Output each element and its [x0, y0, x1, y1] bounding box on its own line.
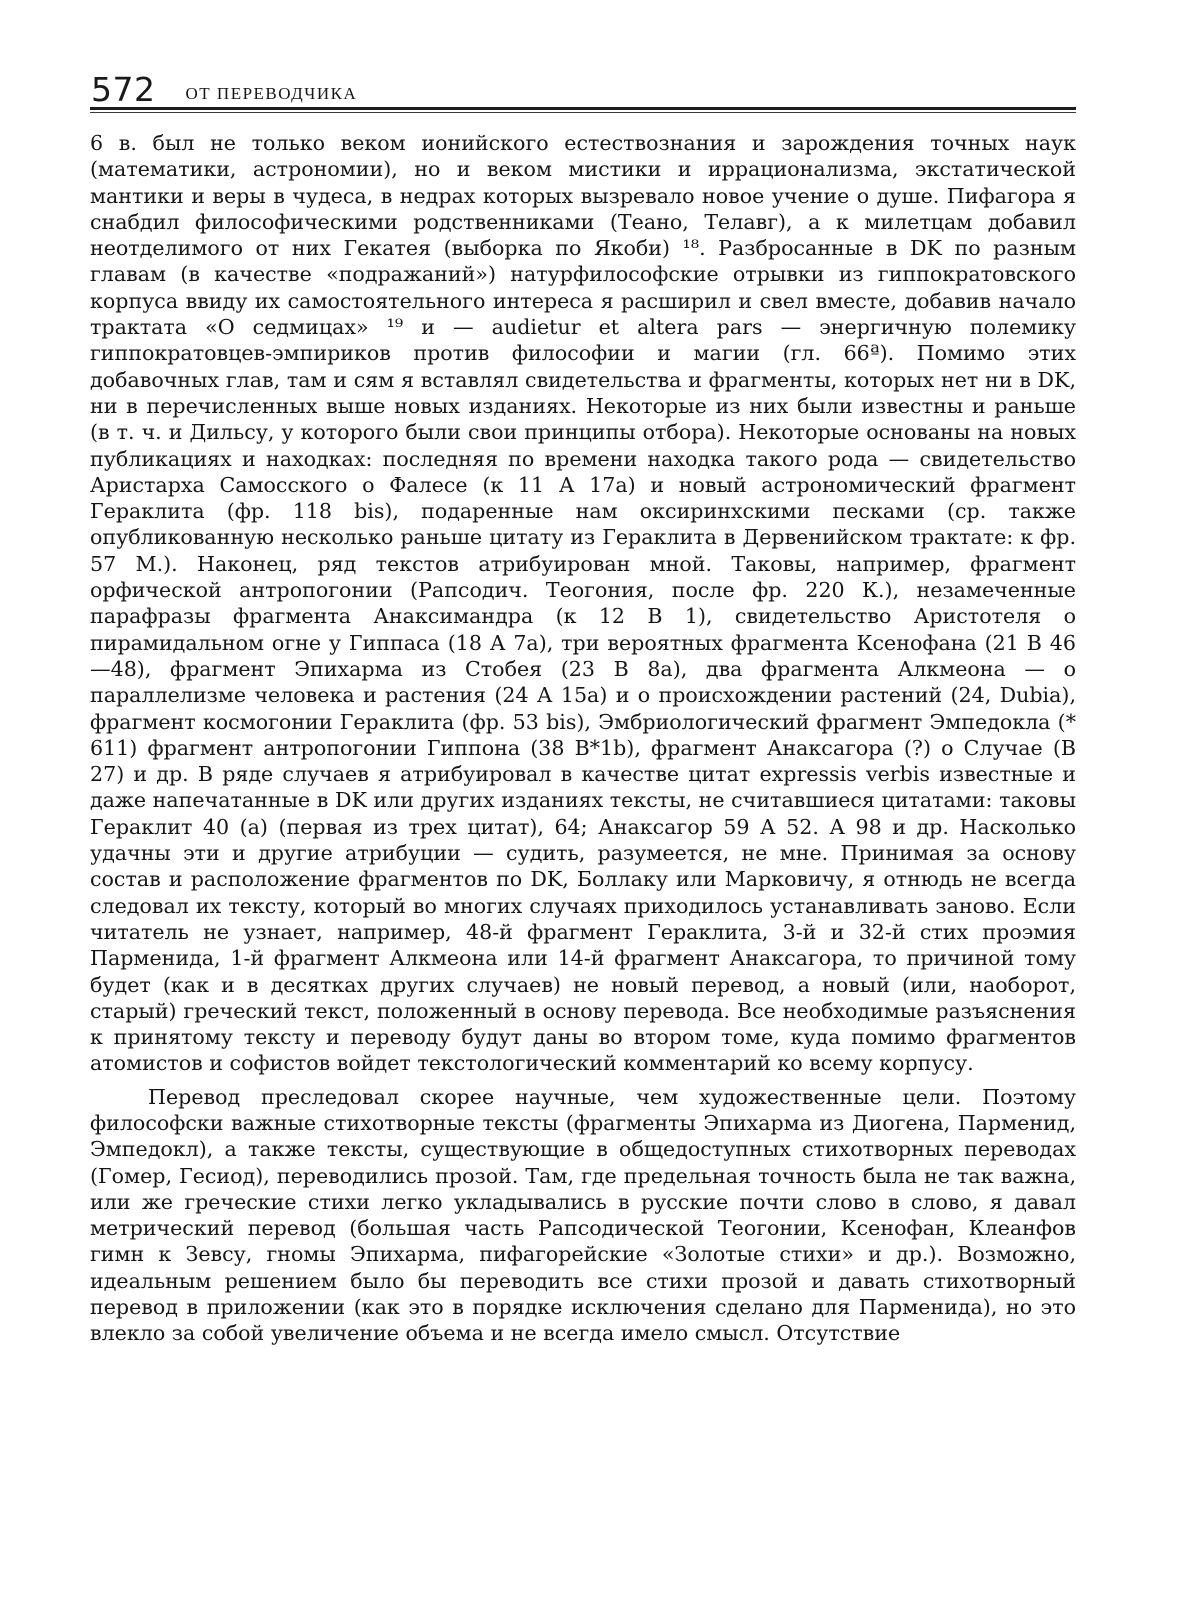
header-rule-thin — [90, 112, 1076, 113]
body-text — [90, 130, 1076, 1347]
paragraph: Перевод преследовал скорее научные, чем художественные цели. Поэтому философски важные стихотворные тексты (фрагменты Эпихарма из Диогена, Парменид, Эмпедокл), а также тексты, существующие в общедоступных стихотворных переводах (Гомер, Гесиод), переводились прозой. Там, где предельная точность была не так важна, или же греческие стихи легко укладывались в русские почти слово в слово, я давал метрический перевод (большая часть Рапсодической Теогонии, Ксенофан, Клеанфов гимн к Зевсу, гномы Эпихарма, пифагорейские «Золотые стихи» и др.). Возможно, идеальным решением было бы переводить все стихи прозой и давать стихотворный перевод в приложении (как это в порядке исключения сделано для Парменида), но это влекло за собой увеличение объема и не всегда имело смысл. Отсутствие — [90, 1084, 1076, 1346]
header-rule — [90, 107, 1076, 110]
page-header — [91, 64, 1076, 109]
paragraph-continued: 6 в. был не только веком ионийского естествознания и зарождения точных наук (математики, астрономии), но и веком мистики и иррационализма, экстатической мантики и веры в чудеса, в недрах которых вызревало новое учение о душе. Пифагора я снабдил философическими родственниками (Теано, Телавг), а к милетцам добавил неотделимого от них Гекатея (выборка по Якоби) ¹⁸. Разбросанные в DK по разным главам (в качестве «подражаний») натурфилософские отрывки из гиппократовского корпуса ввиду их самостоятельного интереса я расширил и свел вместе, добавив начало трактата «О седмицах» ¹⁹ и — audietur et altera pars — энергичную полемику гиппократовцев-эмпириков против философии и магии (гл. 66ª). Помимо этих добавочных глав, там и сям я вставлял свидетельства и фрагменты, которых нет ни в DK, ни в перечисленных выше новых изданиях. Некоторые из них были известны и раньше (в т. ч. и Дильсу, у которого были свои принципы отбора). Некоторые основаны на новых публикациях и находках: последняя по времени находка такого рода — свидетельство Аристарха Самосского о Фалесе (к 11 А 17а) и новый астрономический фрагмент Гераклита (фр. 118 bis), подаренные нам оксиринхскими песками (ср. также опубликованную несколько раньше цитату из Гераклита в Дервенийском трактате: к фр. 57 М.). Наконец, ряд текстов атрибуирован мной. Таковы, например, фрагмент орфической антропогонии (Рапсодич. Теогония, после фр. 220 К.), незамеченные парафразы фрагмента Анаксимандра (к 12 В 1), свидетельство Аристотеля о пирамидальном огне у Гиппаса (18 А 7а), три вероятных фрагмента Ксенофана (21 В 46—48), фрагмент Эпихарма из Стобея (23 В 8а), два фрагмента Алкмеона — о параллелизме человека и растения (24 А 15а) и о происхождении растений (24, Dubia), фрагмент космогонии Гераклита (фр. 53 bis), Эмбриологический фрагмент Эмпедокла (* 611) фрагмент антропогонии Гиппона (38 В*1b), фрагмент Анаксагора (?) о Случае (В 27) и др. В ряде случаев я атрибуировал в качестве цитат expressis verbis известные и даже напечатанные в DK или других изданиях тексты, не считавшиеся цитатами: таковы Гераклит 40 (а) (первая из трех цитат), 64; Анаксагор 59 А 52. А 98 и др. Насколько удачны эти и другие атрибуции — судить, разумеется, не мне. Принимая за основу состав и расположение фрагментов по DK, Боллаку или Марковичу, я отнюдь не всегда следовал их тексту, который во многих случаях приходилось устанавливать заново. Если читатель не узнает, например, 48-й фрагмент Гераклита, 3-й и 32-й стих проэмия Парменида, 1-й фрагмент Алкмеона или 14-й фрагмент Анаксагора, то причиной тому будет (как и в десятках других случаев) не новый перевод, а новый (или, наоборот, старый) греческий текст, положенный в основу перевода. Все необходимые разъяснения к принятому тексту и переводу будут даны во втором томе, куда помимо фрагментов атомистов и софистов войдет текстологический комментарий ко всему корпусу. — [90, 131, 1076, 1076]
running-head: ОТ ПЕРЕВОДЧИКА — [185, 84, 358, 103]
page-number: 572 — [91, 70, 156, 109]
